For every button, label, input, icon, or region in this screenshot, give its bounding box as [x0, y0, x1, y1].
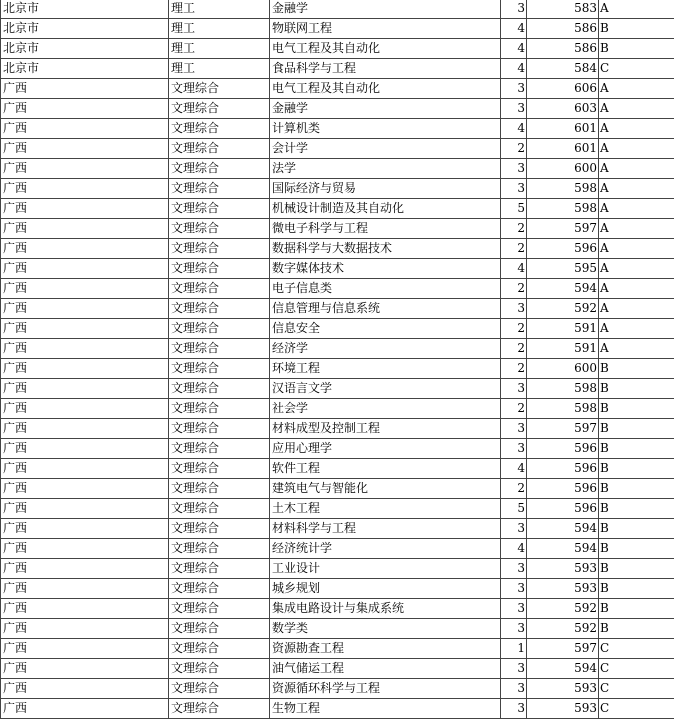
table-row — [1, 379, 674, 399]
category-cell: 文理综合 — [169, 259, 270, 279]
province-cell: 广西 — [1, 359, 169, 379]
table-row — [1, 219, 674, 239]
grade-cell: B — [599, 619, 674, 639]
table-row — [1, 339, 674, 359]
count-cell: 2 — [501, 359, 527, 379]
category-cell: 文理综合 — [169, 119, 270, 139]
table-row — [1, 259, 674, 279]
grade-cell: A — [599, 259, 674, 279]
province-cell: 广西 — [1, 579, 169, 599]
category-cell: 文理综合 — [169, 639, 270, 659]
table-row — [1, 639, 674, 659]
score-cell: 598 — [527, 179, 599, 199]
table-row — [1, 99, 674, 119]
grade-cell: C — [599, 59, 674, 79]
count-cell: 3 — [501, 179, 527, 199]
province-cell: 广西 — [1, 499, 169, 519]
major-cell: 数字媒体技术 — [270, 259, 501, 279]
table-row — [1, 459, 674, 479]
grade-cell: A — [599, 279, 674, 299]
major-cell: 经济学 — [270, 339, 501, 359]
grade-cell: C — [599, 659, 674, 679]
province-cell: 北京市 — [1, 0, 169, 19]
score-cell: 598 — [527, 379, 599, 399]
grade-cell: B — [599, 359, 674, 379]
grade-cell: A — [599, 119, 674, 139]
table-row — [1, 139, 674, 159]
major-cell: 法学 — [270, 159, 501, 179]
province-cell: 广西 — [1, 479, 169, 499]
grade-cell: A — [599, 159, 674, 179]
grade-cell: A — [599, 219, 674, 239]
table-row — [1, 59, 674, 79]
table-row — [1, 0, 674, 19]
table-row — [1, 419, 674, 439]
table-row — [1, 619, 674, 639]
category-cell: 文理综合 — [169, 239, 270, 259]
table-row — [1, 679, 674, 699]
province-cell: 广西 — [1, 279, 169, 299]
category-cell: 文理综合 — [169, 399, 270, 419]
score-cell: 594 — [527, 519, 599, 539]
score-cell: 598 — [527, 399, 599, 419]
major-cell: 社会学 — [270, 399, 501, 419]
grade-cell: B — [599, 379, 674, 399]
count-cell: 3 — [501, 299, 527, 319]
table-row — [1, 79, 674, 99]
category-cell: 文理综合 — [169, 539, 270, 559]
category-cell: 理工 — [169, 39, 270, 59]
category-cell: 文理综合 — [169, 659, 270, 679]
category-cell: 文理综合 — [169, 439, 270, 459]
category-cell: 文理综合 — [169, 99, 270, 119]
count-cell: 3 — [501, 519, 527, 539]
category-cell: 理工 — [169, 0, 270, 19]
major-cell: 机械设计制造及其自动化 — [270, 199, 501, 219]
province-cell: 广西 — [1, 99, 169, 119]
count-cell: 3 — [501, 0, 527, 19]
major-cell: 集成电路设计与集成系统 — [270, 599, 501, 619]
count-cell: 2 — [501, 319, 527, 339]
count-cell: 2 — [501, 139, 527, 159]
table-row — [1, 519, 674, 539]
category-cell: 文理综合 — [169, 279, 270, 299]
score-cell: 592 — [527, 599, 599, 619]
table-row — [1, 299, 674, 319]
count-cell: 3 — [501, 559, 527, 579]
score-cell: 584 — [527, 59, 599, 79]
province-cell: 广西 — [1, 179, 169, 199]
grade-cell: A — [599, 239, 674, 259]
category-cell: 文理综合 — [169, 299, 270, 319]
table-row — [1, 479, 674, 499]
table-row — [1, 499, 674, 519]
major-cell: 会计学 — [270, 139, 501, 159]
category-cell: 文理综合 — [169, 179, 270, 199]
province-cell: 广西 — [1, 219, 169, 239]
province-cell: 广西 — [1, 539, 169, 559]
count-cell: 3 — [501, 679, 527, 699]
category-cell: 文理综合 — [169, 379, 270, 399]
count-cell: 3 — [501, 419, 527, 439]
count-cell: 4 — [501, 539, 527, 559]
province-cell: 广西 — [1, 399, 169, 419]
major-cell: 金融学 — [270, 0, 501, 19]
major-cell: 计算机类 — [270, 119, 501, 139]
table-row — [1, 439, 674, 459]
table-row — [1, 599, 674, 619]
major-cell: 材料科学与工程 — [270, 519, 501, 539]
major-cell: 电气工程及其自动化 — [270, 39, 501, 59]
count-cell: 3 — [501, 79, 527, 99]
category-cell: 文理综合 — [169, 339, 270, 359]
province-cell: 广西 — [1, 379, 169, 399]
grade-cell: C — [599, 679, 674, 699]
count-cell: 5 — [501, 199, 527, 219]
major-cell: 食品科学与工程 — [270, 59, 501, 79]
grade-cell: A — [599, 299, 674, 319]
major-cell: 电子信息类 — [270, 279, 501, 299]
count-cell: 2 — [501, 219, 527, 239]
province-cell: 广西 — [1, 319, 169, 339]
table-row — [1, 319, 674, 339]
grade-cell: A — [599, 99, 674, 119]
province-cell: 广西 — [1, 419, 169, 439]
score-cell: 593 — [527, 679, 599, 699]
province-cell: 广西 — [1, 239, 169, 259]
table-row — [1, 539, 674, 559]
score-cell: 593 — [527, 559, 599, 579]
count-cell: 2 — [501, 399, 527, 419]
count-cell: 2 — [501, 239, 527, 259]
major-cell: 物联网工程 — [270, 19, 501, 39]
score-cell: 595 — [527, 259, 599, 279]
major-cell: 资源循环科学与工程 — [270, 679, 501, 699]
grade-cell: B — [599, 499, 674, 519]
count-cell: 4 — [501, 259, 527, 279]
province-cell: 广西 — [1, 659, 169, 679]
category-cell: 理工 — [169, 59, 270, 79]
score-cell: 594 — [527, 539, 599, 559]
table-row — [1, 159, 674, 179]
province-cell: 广西 — [1, 199, 169, 219]
table-row — [1, 119, 674, 139]
province-cell: 广西 — [1, 679, 169, 699]
province-cell: 广西 — [1, 79, 169, 99]
score-cell: 598 — [527, 199, 599, 219]
major-cell: 微电子科学与工程 — [270, 219, 501, 239]
count-cell: 3 — [501, 439, 527, 459]
major-cell: 城乡规划 — [270, 579, 501, 599]
score-cell: 591 — [527, 319, 599, 339]
category-cell: 文理综合 — [169, 479, 270, 499]
grade-cell: B — [599, 399, 674, 419]
category-cell: 文理综合 — [169, 519, 270, 539]
major-cell: 软件工程 — [270, 459, 501, 479]
score-cell: 591 — [527, 339, 599, 359]
grade-cell: C — [599, 639, 674, 659]
table-body — [1, 0, 674, 719]
category-cell: 文理综合 — [169, 199, 270, 219]
category-cell: 文理综合 — [169, 559, 270, 579]
major-cell: 环境工程 — [270, 359, 501, 379]
major-cell: 金融学 — [270, 99, 501, 119]
score-cell: 603 — [527, 99, 599, 119]
table-row — [1, 559, 674, 579]
province-cell: 广西 — [1, 619, 169, 639]
grade-cell: B — [599, 559, 674, 579]
grade-cell: A — [599, 339, 674, 359]
count-cell: 5 — [501, 499, 527, 519]
province-cell: 广西 — [1, 259, 169, 279]
major-cell: 汉语言文学 — [270, 379, 501, 399]
count-cell: 3 — [501, 379, 527, 399]
table-row — [1, 19, 674, 39]
table-row — [1, 399, 674, 419]
count-cell: 3 — [501, 619, 527, 639]
province-cell: 广西 — [1, 459, 169, 479]
count-cell: 4 — [501, 59, 527, 79]
category-cell: 文理综合 — [169, 159, 270, 179]
count-cell: 2 — [501, 479, 527, 499]
score-cell: 596 — [527, 479, 599, 499]
major-cell: 材料成型及控制工程 — [270, 419, 501, 439]
score-cell: 597 — [527, 419, 599, 439]
count-cell: 4 — [501, 39, 527, 59]
province-cell: 北京市 — [1, 19, 169, 39]
score-cell: 600 — [527, 359, 599, 379]
score-cell: 600 — [527, 159, 599, 179]
score-cell: 593 — [527, 699, 599, 719]
category-cell: 文理综合 — [169, 599, 270, 619]
table-row — [1, 279, 674, 299]
province-cell: 广西 — [1, 639, 169, 659]
count-cell: 1 — [501, 639, 527, 659]
category-cell: 文理综合 — [169, 619, 270, 639]
category-cell: 文理综合 — [169, 219, 270, 239]
grade-cell: B — [599, 539, 674, 559]
grade-cell: A — [599, 0, 674, 19]
major-cell: 经济统计学 — [270, 539, 501, 559]
category-cell: 文理综合 — [169, 459, 270, 479]
count-cell: 2 — [501, 339, 527, 359]
category-cell: 文理综合 — [169, 679, 270, 699]
grade-cell: B — [599, 479, 674, 499]
category-cell: 文理综合 — [169, 499, 270, 519]
major-cell: 信息安全 — [270, 319, 501, 339]
grade-cell: A — [599, 179, 674, 199]
score-cell: 596 — [527, 239, 599, 259]
table-row — [1, 39, 674, 59]
grade-cell: A — [599, 319, 674, 339]
grade-cell: B — [599, 419, 674, 439]
score-cell: 597 — [527, 639, 599, 659]
province-cell: 广西 — [1, 339, 169, 359]
major-cell: 数学类 — [270, 619, 501, 639]
grade-cell: C — [599, 699, 674, 719]
major-cell: 建筑电气与智能化 — [270, 479, 501, 499]
score-cell: 592 — [527, 619, 599, 639]
grade-cell: A — [599, 139, 674, 159]
major-cell: 资源勘查工程 — [270, 639, 501, 659]
score-cell: 586 — [527, 19, 599, 39]
province-cell: 广西 — [1, 139, 169, 159]
grade-cell: B — [599, 579, 674, 599]
score-cell: 593 — [527, 579, 599, 599]
category-cell: 文理综合 — [169, 419, 270, 439]
table-row — [1, 359, 674, 379]
province-cell: 北京市 — [1, 59, 169, 79]
count-cell: 4 — [501, 19, 527, 39]
count-cell: 3 — [501, 99, 527, 119]
table-row — [1, 659, 674, 679]
table-row — [1, 179, 674, 199]
count-cell: 2 — [501, 279, 527, 299]
count-cell: 4 — [501, 119, 527, 139]
table-row — [1, 579, 674, 599]
major-cell: 土木工程 — [270, 499, 501, 519]
grade-cell: B — [599, 19, 674, 39]
count-cell: 4 — [501, 459, 527, 479]
score-cell: 606 — [527, 79, 599, 99]
count-cell: 3 — [501, 699, 527, 719]
major-cell: 电气工程及其自动化 — [270, 79, 501, 99]
table-row — [1, 239, 674, 259]
score-cell: 596 — [527, 439, 599, 459]
province-cell: 广西 — [1, 119, 169, 139]
province-cell: 广西 — [1, 519, 169, 539]
score-cell: 594 — [527, 279, 599, 299]
category-cell: 文理综合 — [169, 79, 270, 99]
score-cell: 594 — [527, 659, 599, 679]
major-cell: 应用心理学 — [270, 439, 501, 459]
grade-cell: B — [599, 599, 674, 619]
score-cell: 597 — [527, 219, 599, 239]
score-cell: 596 — [527, 499, 599, 519]
province-cell: 北京市 — [1, 39, 169, 59]
province-cell: 广西 — [1, 299, 169, 319]
grade-cell: B — [599, 439, 674, 459]
category-cell: 文理综合 — [169, 579, 270, 599]
major-cell: 工业设计 — [270, 559, 501, 579]
grade-cell: B — [599, 39, 674, 59]
table-row — [1, 699, 674, 719]
province-cell: 广西 — [1, 559, 169, 579]
score-cell: 586 — [527, 39, 599, 59]
grade-cell: A — [599, 199, 674, 219]
province-cell: 广西 — [1, 439, 169, 459]
grade-cell: A — [599, 79, 674, 99]
score-cell: 583 — [527, 0, 599, 19]
major-cell: 国际经济与贸易 — [270, 179, 501, 199]
category-cell: 理工 — [169, 19, 270, 39]
grade-cell: B — [599, 459, 674, 479]
major-cell: 生物工程 — [270, 699, 501, 719]
major-cell: 油气储运工程 — [270, 659, 501, 679]
category-cell: 文理综合 — [169, 699, 270, 719]
score-cell: 601 — [527, 119, 599, 139]
province-cell: 广西 — [1, 159, 169, 179]
category-cell: 文理综合 — [169, 319, 270, 339]
category-cell: 文理综合 — [169, 139, 270, 159]
count-cell: 3 — [501, 659, 527, 679]
province-cell: 广西 — [1, 699, 169, 719]
count-cell: 3 — [501, 599, 527, 619]
count-cell: 3 — [501, 159, 527, 179]
score-cell: 592 — [527, 299, 599, 319]
grade-cell: B — [599, 519, 674, 539]
major-cell: 信息管理与信息系统 — [270, 299, 501, 319]
count-cell: 3 — [501, 579, 527, 599]
score-cell: 596 — [527, 459, 599, 479]
score-cell: 601 — [527, 139, 599, 159]
province-cell: 广西 — [1, 599, 169, 619]
category-cell: 文理综合 — [169, 359, 270, 379]
table-row — [1, 199, 674, 219]
major-cell: 数据科学与大数据技术 — [270, 239, 501, 259]
